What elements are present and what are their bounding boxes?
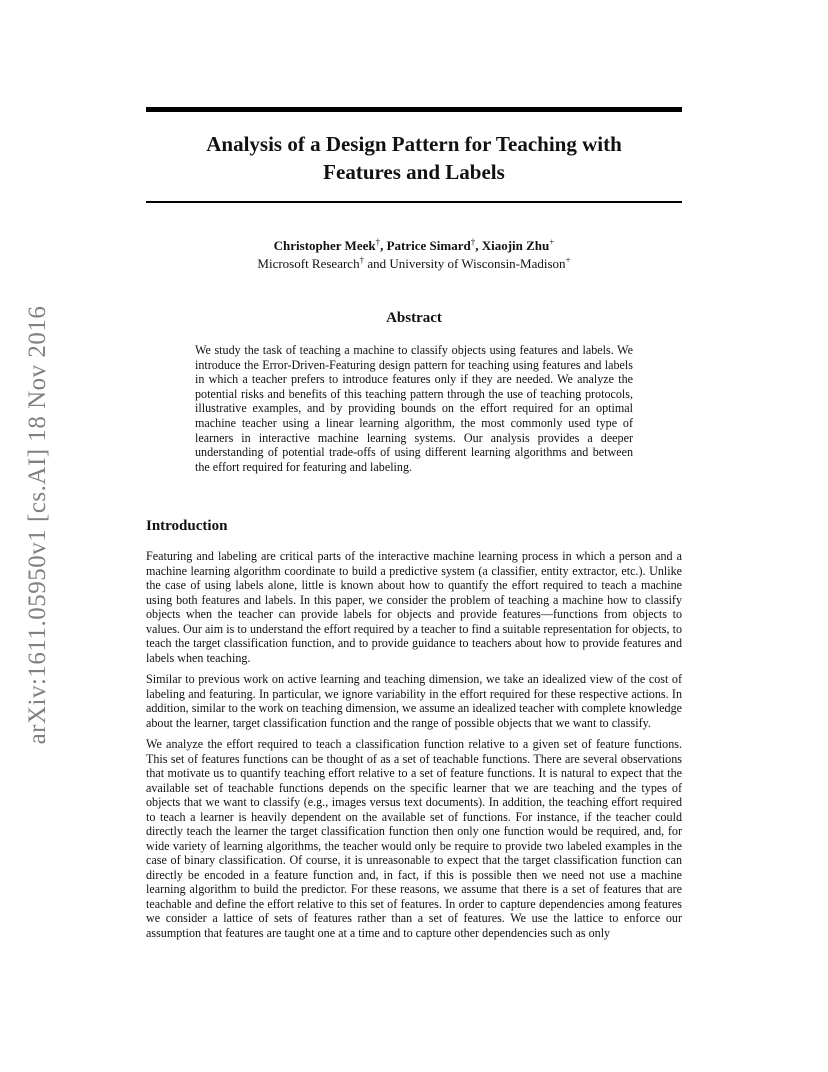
abstract-text: We study the task of teaching a machine to classify objects using features and labels. We introduce the Error-Driven-Featuring design pattern for teaching using features and labels in which a teacher prefers to introduce features only if they are needed. We analyze the potential risks and benefits of this teaching pattern through the use of teaching protocols, illustrative examples, and by providing bounds on the effort required for an optimal machine teacher using a linear learning algorithm, the most commonly used type of learners in interactive machine learning systems. Our analysis provides a deeper understanding of potential trade-offs of using different learning algorithms and between the effort required for featuring and labeling.	[195, 343, 633, 474]
author-2: Patrice Simard	[386, 238, 471, 253]
author-list	[146, 238, 682, 254]
body-paragraph: Featuring and labeling are critical parts of the interactive machine learning process in which a person and a machine learning algorithm coordinate to build a predictive system (a classifier, entity extractor, etc.). Unlike the case of using labels alone, little is known about how to quantify the effort required to teach a machine using both features and labels. In this paper, we consider the problem of teaching a machine how to classify objects when the teacher can provide labels for objects and provide features—functions from objects to values. Our aim is to understand the effort required by a teacher to find a suitable representation for objects, to teach the target classification function, and to provide guidance to teachers about how to provide features and labels when teaching.	[146, 549, 682, 665]
plus-mark: +	[549, 237, 555, 247]
author-separator: ,	[380, 238, 387, 253]
section-heading: Introduction	[146, 518, 228, 534]
body-paragraph: Similar to previous work on active learning and teaching dimension, we take an idealized view of the cost of labeling and featuring. In particular, we ignore variability in the effort required for these respective actions. In addition, similar to the work on teaching dimension, we assume an idealized teacher with complete knowledge about the learner, target classification function and the range of possible objects that we want to classify.	[146, 672, 682, 730]
affiliation-2: and University of Wisconsin-Madison	[364, 256, 566, 271]
affiliation-1: Microsoft Research	[257, 256, 360, 271]
abstract-heading: Abstract	[386, 310, 442, 326]
author-3: Xiaojin Zhu	[481, 238, 550, 253]
affiliations	[146, 256, 682, 272]
title-line-1: Analysis of a Design Pattern for Teaching with	[206, 132, 622, 156]
dagger-mark: †	[359, 255, 365, 265]
arxiv-identifier: arXiv:1611.05950v1 [cs.AI] 18 Nov 2016	[24, 305, 51, 745]
author-separator: ,	[475, 238, 482, 253]
paper-title	[146, 130, 682, 186]
body-text	[146, 549, 682, 947]
plus-mark: +	[565, 255, 571, 265]
dagger-mark: †	[375, 237, 381, 247]
author-1: Christopher Meek	[273, 238, 376, 253]
title-bottom-rule	[146, 201, 682, 203]
body-paragraph: We analyze the effort required to teach a classification function relative to a given set of feature functions. This set of features functions can be thought of as a set of teachable functions. There are several observations that motivate us to quantify teaching effort relative to a set of feature functions. It is natural to expect that the available set of teachable functions depends on the specific learner that we are teaching and the types of objects that we want to classify (e.g., images versus text documents). In addition, the teaching effort required to teach a learner is heavily dependent on the available set of functions. For instance, if the teacher could directly teach the learner the target classification function then only one function would be required, and, for wide variety of learning algorithms, the teacher would only be require to provide two labeled examples in the case of binary classification. Of course, it is unreasonable to expect that the target classification function can directly be encoded in a feature function and, in fact, if this is possible then we need not use a machine learning algorithm to build the predictor. For these reasons, we assume that there is a set of features that are teachable and define the effort relative to this set of features. In order to capture dependencies among features we consider a lattice of sets of features rather than a set of features. We use the lattice to enforce our assumption that features are taught one at a time and to capture other dependencies such as only	[146, 737, 682, 940]
title-top-rule	[146, 107, 682, 112]
title-line-2: Features and Labels	[323, 160, 505, 184]
dagger-mark: †	[470, 237, 476, 247]
